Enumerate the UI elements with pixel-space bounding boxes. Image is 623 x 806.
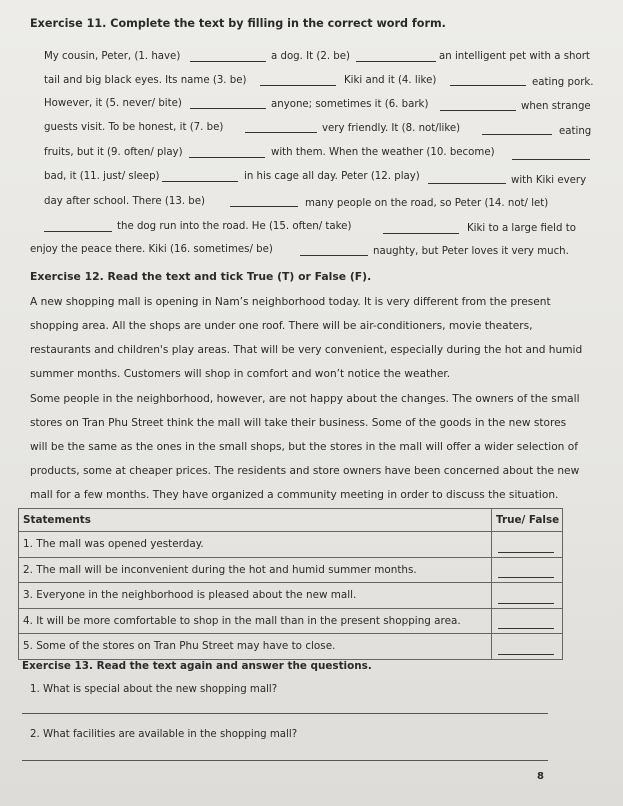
table-row xyxy=(19,583,563,609)
ex11-text: when strange xyxy=(521,101,591,112)
passage-line: summer months. Customers will shop in comfort and won’t notice the weather. xyxy=(30,368,451,380)
passage-line: restaurants and children's play areas. That will be very convenient, especially during the hot and humid xyxy=(30,344,583,356)
true-false-table xyxy=(18,508,563,660)
page-number: 8 xyxy=(537,771,544,782)
statement-cell: 5. Some of the stores on Tran Phu Street may have to close. xyxy=(19,634,492,660)
ex11-text: very friendly. It (8. not/like) xyxy=(322,123,461,134)
ex11-blank-15[interactable] xyxy=(383,233,459,234)
true-false-header: True/ False xyxy=(492,509,563,532)
ex11-blank-6[interactable] xyxy=(440,110,516,111)
ex11-text: a dog. It (2. be) xyxy=(271,51,351,62)
ex11-text: Kiki and it (4. like) xyxy=(344,75,437,86)
ex11-text: anyone; sometimes it (6. bark) xyxy=(271,99,429,110)
statement-cell: 3. Everyone in the neighborhood is pleased about the new mall. xyxy=(19,583,492,609)
passage-line: will be the same as the ones in the small shops, but the stores in the mall will offer a wider selection of xyxy=(30,441,578,453)
passage-line: products, some at cheaper prices. The residents and store owners have been concerned about the new xyxy=(30,465,580,477)
table-row xyxy=(19,608,563,634)
passage-line: shopping area. All the shops are under one roof. There will be air-conditioners, movie theaters, xyxy=(30,320,533,332)
ex11-text: enjoy the peace there. Kiki (16. sometimes/ be) xyxy=(30,244,273,255)
answer-line-2[interactable] xyxy=(22,760,548,761)
passage-line: mall for a few months. They have organized a community meeting in order to discuss the situation. xyxy=(30,489,559,501)
ex11-text: an intelligent pet with a short xyxy=(439,51,590,62)
ex11-text: naughty, but Peter loves it very much. xyxy=(373,246,569,257)
question-2: 2. What facilities are available in the shopping mall? xyxy=(30,729,298,740)
ex11-blank-16[interactable] xyxy=(300,255,368,256)
ex11-blank-7[interactable] xyxy=(245,132,317,133)
exercise-13-title: Exercise 13. Read the text again and answer the questions. xyxy=(22,660,372,672)
ex11-text: in his cage all day. Peter (12. play) xyxy=(244,171,420,182)
ex11-blank-1[interactable] xyxy=(190,61,266,62)
ex11-text: guests visit. To be honest, it (7. be) xyxy=(44,122,224,133)
statement-cell: 4. It will be more comfortable to shop in the mall than in the present shopping area. xyxy=(19,608,492,634)
ex11-blank-2[interactable] xyxy=(356,61,436,62)
ex11-text: eating xyxy=(559,126,592,137)
answer-cell[interactable] xyxy=(492,634,563,660)
answer-blank[interactable] xyxy=(498,628,554,629)
ex11-text: My cousin, Peter, (1. have) xyxy=(44,51,181,62)
ex11-text: day after school. There (13. be) xyxy=(44,196,205,207)
answer-blank[interactable] xyxy=(498,552,554,553)
ex11-text: fruits, but it (9. often/ play) xyxy=(44,147,183,158)
table-row xyxy=(19,557,563,583)
statements-header: Statements xyxy=(19,509,492,532)
passage-line: stores on Tran Phu Street think the mall will take their business. Some of the goods in the new stores xyxy=(30,417,567,429)
answer-cell[interactable] xyxy=(492,583,563,609)
ex11-text: with Kiki every xyxy=(511,175,587,186)
ex11-blank-8[interactable] xyxy=(482,134,552,135)
ex11-text: the dog run into the road. He (15. often/ take) xyxy=(117,221,352,232)
passage-line: Some people in the neighborhood, however, are not happy about the changes. The owners of the small xyxy=(30,393,580,405)
exercise-12-title: Exercise 12. Read the text and tick True (T) or False (F). xyxy=(30,270,372,283)
ex11-blank-5[interactable] xyxy=(190,108,266,109)
answer-blank[interactable] xyxy=(498,603,554,604)
ex11-text: However, it (5. never/ bite) xyxy=(44,98,182,109)
table-row xyxy=(19,634,563,660)
answer-blank[interactable] xyxy=(498,577,554,578)
ex11-text: tail and big black eyes. Its name (3. be) xyxy=(44,75,247,86)
statement-cell: 1. The mall was opened yesterday. xyxy=(19,532,492,558)
answer-cell[interactable] xyxy=(492,608,563,634)
passage-line: A new shopping mall is opening in Nam’s neighborhood today. It is very different from the present xyxy=(30,296,551,308)
ex11-text: Kiki to a large field to xyxy=(467,223,576,234)
ex11-text: with them. When the weather (10. become) xyxy=(271,147,495,158)
exercise-11-title: Exercise 11. Complete the text by filling in the correct word form. xyxy=(30,17,446,30)
answer-cell[interactable] xyxy=(492,532,563,558)
statement-cell: 2. The mall will be inconvenient during the hot and humid summer months. xyxy=(19,557,492,583)
answer-cell[interactable] xyxy=(492,557,563,583)
table-row xyxy=(19,532,563,558)
ex11-blank-12[interactable] xyxy=(428,183,506,184)
question-1: 1. What is special about the new shopping mall? xyxy=(30,684,278,695)
ex11-blank-10[interactable] xyxy=(512,159,590,160)
table-header-row xyxy=(19,509,563,532)
ex11-text: bad, it (11. just/ sleep) xyxy=(44,171,160,182)
answer-line-1[interactable] xyxy=(22,713,548,714)
ex11-blank-3[interactable] xyxy=(260,85,336,86)
ex11-blank-13[interactable] xyxy=(230,206,298,207)
ex11-blank-4[interactable] xyxy=(450,85,526,86)
ex11-text: many people on the road, so Peter (14. not/ let) xyxy=(305,198,549,209)
ex11-blank-11[interactable] xyxy=(162,181,238,182)
ex11-blank-9[interactable] xyxy=(189,157,265,158)
answer-blank[interactable] xyxy=(498,654,554,655)
ex11-blank-14[interactable] xyxy=(44,231,112,232)
ex11-text: eating pork. xyxy=(532,77,594,88)
